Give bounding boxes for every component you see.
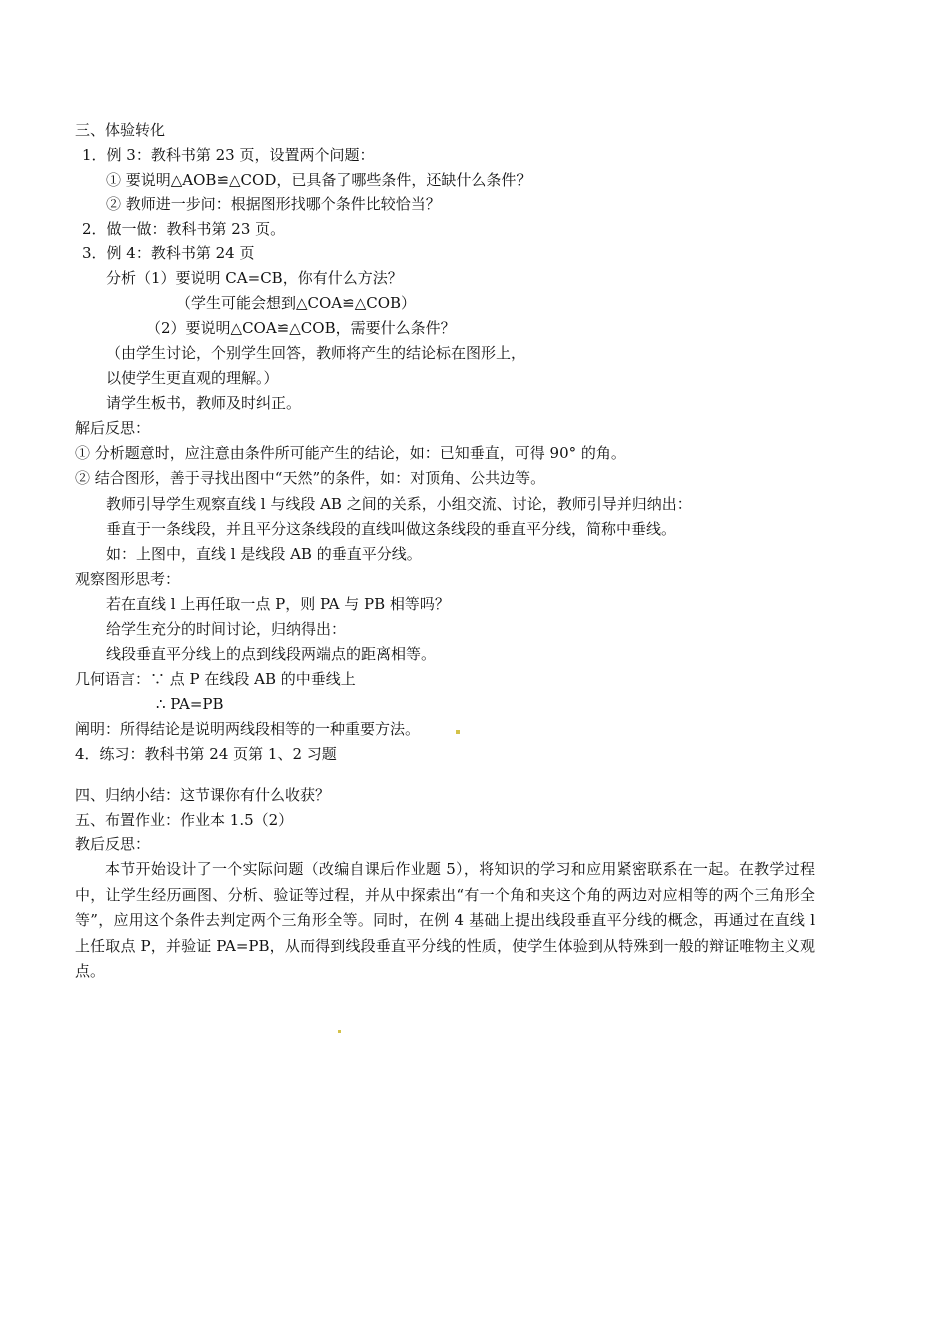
discussion-note: （由学生讨论，个别学生回答，教师将产生的结论标在图形上， bbox=[106, 344, 527, 362]
definition-text: 垂直于一条线段，并且平分这条线段的直线叫做这条线段的垂直平分线，简称中垂线。 bbox=[106, 520, 677, 538]
reflection-heading: 解后反思： bbox=[75, 419, 151, 437]
item-example-3: 1．例 3：教科书第 23 页，设置两个问题： bbox=[82, 146, 375, 164]
observe-discuss: 给学生充分的时间讨论，归纳得出： bbox=[106, 620, 347, 638]
analysis-2: （2）要说明△COA≌△COB，需要什么条件？ bbox=[146, 319, 456, 337]
question-1: ① 要说明△AOB≌△COD，已具备了哪些条件，还缺什么条件？ bbox=[106, 171, 532, 189]
practice-item: 4．练习：教科书第 24 页第 1、2 习题 bbox=[75, 745, 337, 763]
geometry-conclusion: ∴ PA=PB bbox=[156, 695, 224, 713]
board-note: 请学生板书，教师及时纠正。 bbox=[106, 394, 302, 412]
reflection-point-1: ① 分析题意时，应注意由条件所可能产生的结论，如：已知垂直，可得 90° 的角。 bbox=[75, 444, 626, 462]
reflection-point-2: ② 结合图形，善于寻找出图中“天然”的条件，如：对顶角、公共边等。 bbox=[75, 469, 546, 487]
item-try: 2．做一做：教科书第 23 页。 bbox=[82, 220, 286, 238]
item-example-4: 3．例 4：教科书第 24 页 bbox=[82, 244, 255, 262]
clarification-text: 阐明：所得结论是说明两线段相等的一种重要方法。 bbox=[75, 720, 421, 738]
observe-question: 若在直线 l 上再任取一点 P，则 PA 与 PB 相等吗？ bbox=[106, 595, 450, 613]
geometry-language: 几何语言：∵ 点 P 在线段 AB 的中垂线上 bbox=[75, 670, 356, 688]
section-heading-3: 三、体验转化 bbox=[75, 121, 166, 139]
speck-mark bbox=[456, 730, 460, 734]
analysis-1-note: （学生可能会想到△COA≌△COB） bbox=[176, 294, 417, 312]
post-lesson-reflection: 本节开始设计了一个实际问题（改编自课后作业题 5），将知识的学习和应用紧密联系在一起。在教学过程中，让学生经历画图、分析、验证等过程，并从中探索出“有一个角和夹这个角的两边对应相等的两个三角形全等”，应用这个条件去判定两个三角形全等。同时，在例 4 基础上提出线段垂直平分线的概念，再通过在直线 l 上任取点 P，并验证 PA=PB，从而得到线段垂直平分线的性质，使学生体验到从特殊到一般的辩证唯物主义观点。 bbox=[75, 860, 815, 980]
observe-heading: 观察图形思考： bbox=[75, 570, 181, 588]
question-2: ② 教师进一步问：根据图形找哪个条件比较恰当？ bbox=[106, 195, 441, 213]
post-lesson-heading: 教后反思： bbox=[75, 835, 151, 853]
section-heading-5: 五、布置作业：作业本 1.5（2） bbox=[75, 811, 294, 829]
analysis-1: 分析（1）要说明 CA=CB，你有什么方法？ bbox=[106, 269, 403, 287]
discussion-note-2: 以使学生更直观的理解。） bbox=[106, 369, 279, 387]
speck-mark bbox=[338, 1030, 341, 1033]
example-text: 如：上图中，直线 l 是线段 AB 的垂直平分线。 bbox=[106, 545, 422, 563]
guide-text: 教师引导学生观察直线 l 与线段 AB 之间的关系，小组交流、讨论，教师引导并归纳出： bbox=[106, 495, 692, 513]
section-heading-4: 四、归纳小结：这节课你有什么收获？ bbox=[75, 786, 331, 804]
property-text: 线段垂直平分线上的点到线段两端点的距离相等。 bbox=[106, 645, 437, 663]
